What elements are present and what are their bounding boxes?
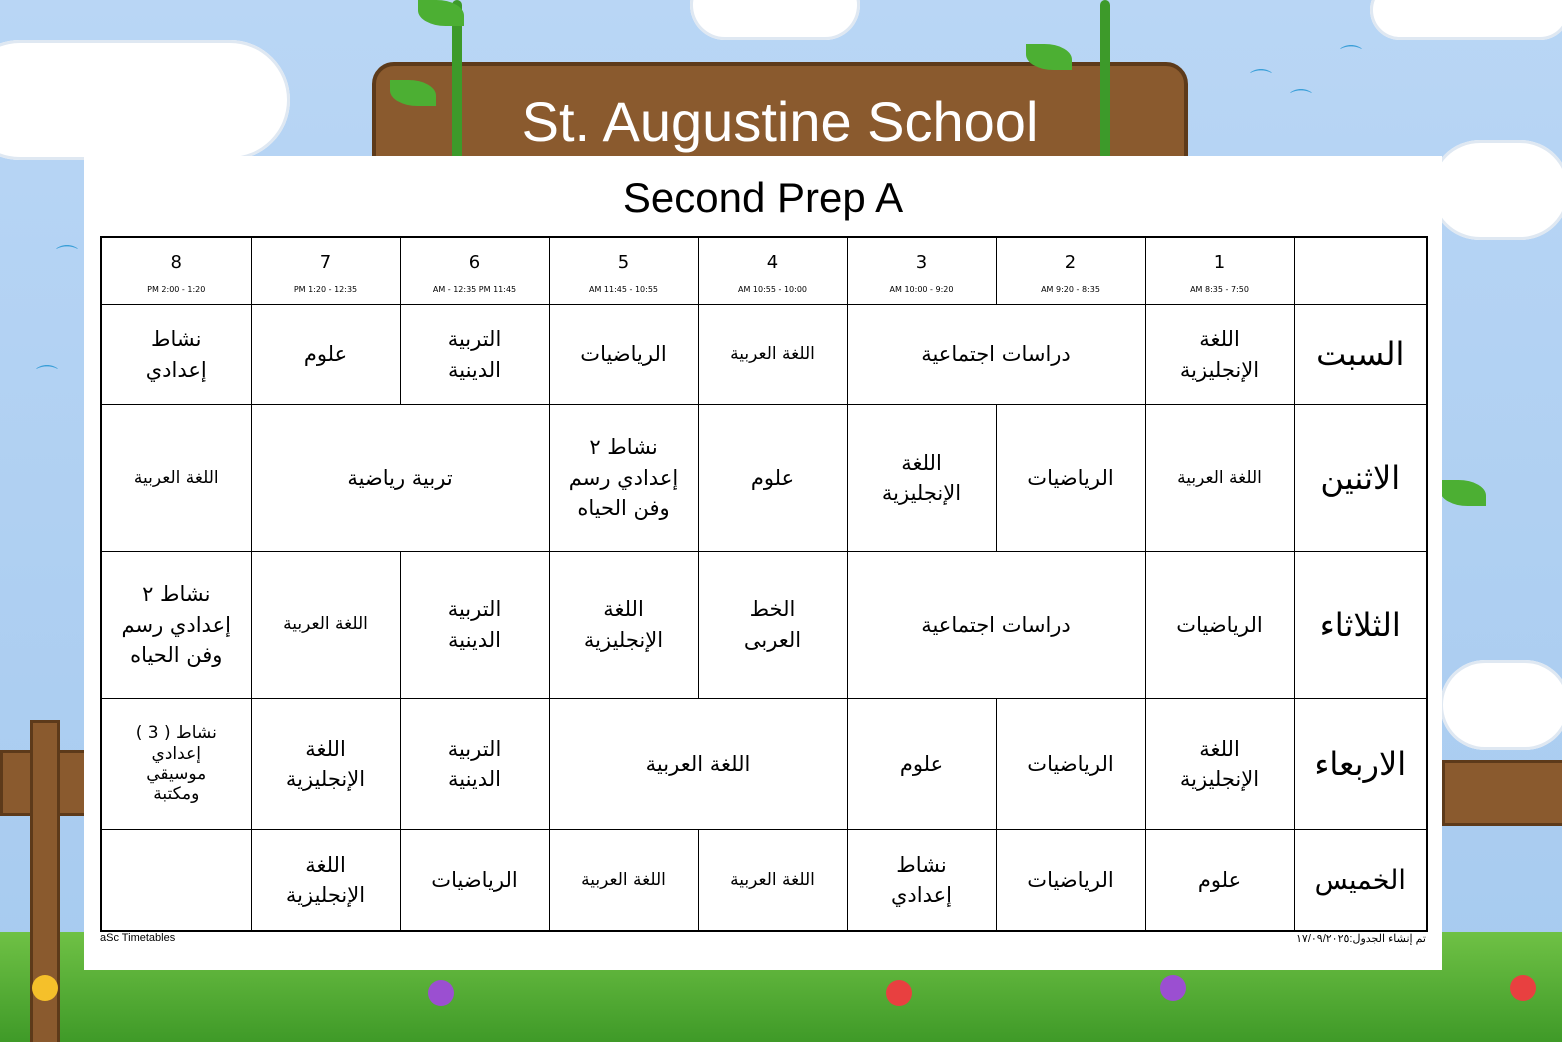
period-time: 7:50 - 8:35 AM — [1190, 285, 1249, 295]
lesson-cell: الخط العربى — [698, 551, 847, 698]
lesson-cell: اللغة الإنجليزية — [549, 551, 698, 698]
lesson-cell: دراسات اجتماعية — [847, 551, 1145, 698]
period-number: 5 — [617, 252, 630, 274]
flower-icon — [32, 975, 58, 1001]
day-label: الاثنين — [1294, 405, 1427, 552]
school-name: St. Augustine School — [521, 90, 1039, 153]
day-label: الاربعاء — [1294, 698, 1427, 830]
lesson-cell: نشاط ٢ إعدادي رسم وفن الحياه — [549, 405, 698, 552]
period-header — [1145, 237, 1294, 305]
bird-icon: ⌒ — [56, 245, 79, 270]
period-header — [251, 237, 400, 305]
period-time: 10:55 - 11:45 AM — [588, 285, 659, 295]
lesson-cell: الرياضيات — [996, 830, 1145, 931]
lesson-cell: التربية الدينية — [400, 551, 549, 698]
cloud — [1370, 0, 1562, 40]
period-header — [847, 237, 996, 305]
period-header — [101, 237, 251, 305]
lesson-cell: اللغة العربية — [549, 698, 847, 830]
period-time: 9:20 - 10:00 AM — [889, 285, 954, 295]
lesson-cell: الرياضيات — [400, 830, 549, 931]
period-number: 8 — [170, 252, 182, 274]
lesson-cell: اللغة العربية — [101, 405, 251, 552]
period-time: 11:45 AM - 12:35 PM — [432, 285, 517, 295]
period-time: 12:35 - 1:20 PM — [293, 285, 358, 295]
cloud — [690, 0, 860, 40]
lesson-cell: اللغة الإنجليزية — [1145, 698, 1294, 830]
period-time: 1:20 - 2:00 PM — [147, 285, 206, 295]
day-row-tuesday — [101, 551, 1427, 698]
lesson-cell: التربية الدينية — [400, 305, 549, 405]
flower-icon — [428, 980, 454, 1006]
period-header — [400, 237, 549, 305]
period-time: 8:35 - 9:20 AM — [1041, 285, 1100, 295]
bird-icon: ⌒ — [36, 365, 59, 390]
corner-cell — [1294, 237, 1427, 305]
period-number: 1 — [1213, 252, 1226, 274]
cloud — [1430, 140, 1562, 240]
lesson-cell: دراسات اجتماعية — [847, 305, 1145, 405]
period-header — [549, 237, 698, 305]
timetable — [100, 236, 1428, 932]
day-label: الخميس — [1294, 830, 1427, 931]
lesson-cell: اللغة العربية — [698, 305, 847, 405]
flower-icon — [1510, 975, 1536, 1001]
lesson-cell: اللغة العربية — [1145, 405, 1294, 552]
period-number: 4 — [766, 252, 779, 274]
bird-icon: ⌒ — [1340, 45, 1363, 70]
timetable-card — [84, 156, 1442, 970]
flower-icon — [886, 980, 912, 1006]
flower-icon — [1160, 975, 1186, 1001]
signpost — [1442, 760, 1562, 826]
lesson-cell: علوم — [847, 698, 996, 830]
lesson-cell: نشاط إعدادي — [101, 305, 251, 405]
footer-credit: aSc Timetables — [100, 932, 176, 944]
lesson-cell: نشاط ٢ إعدادي رسم وفن الحياه — [101, 551, 251, 698]
day-row-wednesday — [101, 698, 1427, 830]
lesson-cell: علوم — [1145, 830, 1294, 931]
lesson-cell: اللغة الإنجليزية — [251, 698, 400, 830]
day-row-thursday — [101, 830, 1427, 931]
lesson-cell: الرياضيات — [996, 405, 1145, 552]
period-number: 6 — [468, 252, 481, 274]
period-header — [698, 237, 847, 305]
bird-icon: ⌒ — [1250, 69, 1273, 94]
lesson-cell: اللغة الإنجليزية — [1145, 305, 1294, 405]
lesson-cell: الرياضيات — [996, 698, 1145, 830]
period-time: 10:00 - 10:55 AM — [737, 285, 808, 295]
period-number: 3 — [915, 252, 928, 274]
period-number: 7 — [319, 252, 332, 274]
period-header-row — [101, 237, 1427, 305]
lesson-cell: الرياضيات — [549, 305, 698, 405]
period-number: 2 — [1064, 252, 1077, 274]
cloud — [0, 40, 290, 160]
lesson-cell: اللغة الإنجليزية — [251, 830, 400, 931]
lesson-cell: اللغة العربية — [549, 830, 698, 931]
bird-icon: ⌒ — [1290, 89, 1313, 114]
lesson-cell: نشاط إعدادي — [847, 830, 996, 931]
lesson-cell: اللغة العربية — [698, 830, 847, 931]
lesson-cell: تربية رياضية — [251, 405, 549, 552]
class-title: Second Prep A — [622, 174, 904, 221]
lesson-cell: الرياضيات — [1145, 551, 1294, 698]
lesson-cell: علوم — [251, 305, 400, 405]
lesson-cell: اللغة العربية — [251, 551, 400, 698]
lesson-cell: نشاط ( 3 ) إعدادي موسيقي ومكتبة — [101, 698, 251, 830]
lesson-cell: علوم — [698, 405, 847, 552]
lesson-cell: التربية الدينية — [400, 698, 549, 830]
footer-created-date: تم إنشاء الجدول:١٧/٠٩/٢٠٢٥ — [1296, 933, 1426, 945]
period-header — [996, 237, 1145, 305]
day-row-monday — [101, 405, 1427, 552]
lesson-cell — [101, 830, 251, 931]
day-label: السبت — [1294, 305, 1427, 405]
lesson-cell: اللغة الإنجليزية — [847, 405, 996, 552]
cloud — [1440, 660, 1562, 750]
day-label: الثلاثاء — [1294, 551, 1427, 698]
day-row-saturday — [101, 305, 1427, 405]
